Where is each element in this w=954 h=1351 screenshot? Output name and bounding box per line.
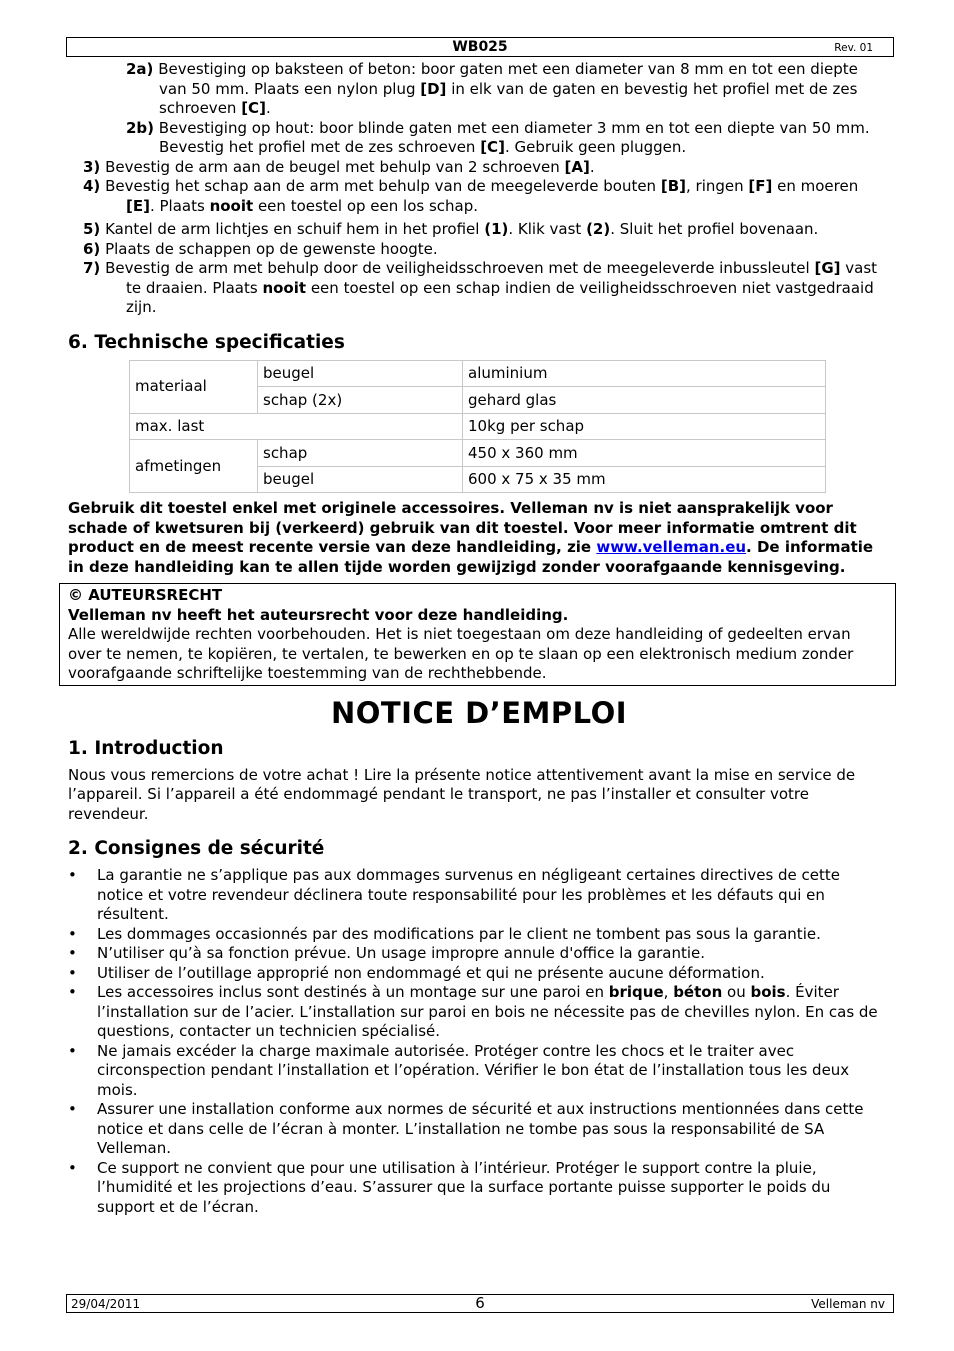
velleman-link[interactable]: www.velleman.eu xyxy=(596,538,747,556)
list-item: • Ne jamais excéder la charge maximale autorisée. Protéger contre les chocs et le traiter avec circonspection pendant l’installation et l’opération. Vérifier le bon état de l’installation tous les deux mois. xyxy=(68,1042,890,1101)
step-2b: 2b) Bevestiging op hout: boor blinde gaten met een diameter 3 mm en tot een diepte van 50 mm. Bevestig het profiel met de zes schroeven [C]. Gebruik geen pluggen. xyxy=(126,118,870,156)
spec-sublabel: beugel xyxy=(258,360,463,387)
spec-label: max. last xyxy=(130,413,463,440)
page-number: 6 xyxy=(475,1294,485,1312)
specs-table xyxy=(129,360,826,494)
intro-heading: 1. Introduction xyxy=(68,737,224,759)
spec-value: 450 x 360 mm xyxy=(463,440,826,467)
safety-list xyxy=(68,866,890,1217)
copyright-title: © AUTEURSRECHT xyxy=(68,586,223,604)
spec-sublabel: beugel xyxy=(258,466,463,493)
safety-heading: 2. Consignes de sécurité xyxy=(68,838,325,859)
table-row xyxy=(130,360,826,387)
spec-value: aluminium xyxy=(463,360,826,387)
step-5: 5) Kantel de arm lichtjes en schuif hem in het profiel (1). Klik vast (2). Sluit het profiel bovenaan. xyxy=(83,220,819,238)
table-row xyxy=(130,413,826,440)
page-content xyxy=(68,60,890,1217)
spec-value: gehard glas xyxy=(463,387,826,414)
spec-sublabel: schap xyxy=(258,440,463,467)
list-item: • La garantie ne s’applique pas aux dommages survenus en négligeant certaines directives de cette notice et votre revendeur déclinera toute responsabilité pour les problèmes et les défauts qui en résultent. xyxy=(68,866,890,925)
spec-value: 600 x 75 x 35 mm xyxy=(463,466,826,493)
revision-label: Rev. 01 xyxy=(834,42,873,54)
footer-brand: Velleman nv xyxy=(811,1297,885,1311)
step-3: 3) Bevestig de arm aan de beugel met behulp van 2 schroeven [A]. xyxy=(83,157,595,176)
specs-heading: 6. Technische specificaties xyxy=(68,331,345,353)
list-item: • Assurer une installation conforme aux normes de sécurité et aux instructions mentionnées dans cette notice et dans celle de l’écran à monter. L’installation ne tombe pas sous la responsabilité de SA Velleman. xyxy=(68,1100,890,1159)
spec-sublabel: schap (2x) xyxy=(258,387,463,414)
step-6: 6) Plaats de schappen op de gewenste hoogte. xyxy=(83,239,438,258)
copyright-subtitle: Velleman nv heeft het auteursrecht voor deze handleiding. xyxy=(68,605,569,624)
copyright-body: Alle wereldwijde rechten voorbehouden. Het is niet toegestaan om deze handleiding of gedeelten ervan over te nemen, te kopiëren, te vertalen, te bewerken en op te slaan op een elektronisch medium zonder voorafgaande schriftelijke toestemming van de rechthebbende. xyxy=(68,625,854,682)
list-item: • N’utiliser qu’à sa fonction prévue. Un usage impropre annule d'office la garantie. xyxy=(68,944,890,964)
spec-value: 10kg per schap xyxy=(463,413,826,440)
intro-text: Nous vous remercions de votre achat ! Lire la présente notice attentivement avant la mise en service de l’appareil. Si l’appareil a été endommagé pendant le transport, ne pas l’installer et consulter votre revendeur. xyxy=(68,765,856,823)
french-title: NOTICE D’EMPLOI xyxy=(330,695,628,730)
spec-label: afmetingen xyxy=(130,440,258,493)
list-item: • Ce support ne convient que pour une utilisation à l’intérieur. Protéger le support contre la pluie, l’humidité et les projections d’eau. S’assurer que la surface portante puisse supporter le poids du support et de l’écran. xyxy=(68,1159,890,1218)
list-item: • Les accessoires inclus sont destinés à un montage sur une paroi en brique, béton ou bois. Éviter l’installation sur de l’acier. L’installation sur paroi en bois ne nécessite pas de chevilles nylon. En cas de questions, contacter un technicien spécialisé. xyxy=(68,983,890,1042)
table-row xyxy=(130,440,826,467)
step-4: 4) Bevestig het schap aan de arm met behulp van de meegeleverde bouten [B], ringen [F] en moeren [E]. Plaats nooit een toestel op een los schap. xyxy=(83,177,859,215)
list-item: • Les dommages occasionnés par des modifications par le client ne tombent pas sous la garantie. xyxy=(68,925,890,945)
list-item: • Utiliser de l’outillage approprié non endommagé et qui ne présente aucune déformation. xyxy=(68,964,890,984)
footer-date: 29/04/2011 xyxy=(71,1297,141,1311)
model-number: WB025 xyxy=(452,39,508,55)
step-2a: 2a) Bevestiging op baksteen of beton: boor gaten met een diameter van 8 mm en tot een diepte van 50 mm. Plaats een nylon plug [D] in elk van de gaten en bevestig het profiel met de zes schroeven [C]. xyxy=(126,60,858,117)
page-header xyxy=(66,37,894,57)
step-7: 7) Bevestig de arm met behulp door de veiligheidsschroeven met de meegeleverde inbussleutel [G] vast te draaien. Plaats nooit een toestel op een schap indien de veiligheidsschroeven niet vastgedraaid zijn. xyxy=(83,259,878,316)
spec-label: materiaal xyxy=(130,360,258,413)
page-footer xyxy=(66,1294,894,1313)
disclaimer: Gebruik dit toestel enkel met originele accessoires. Velleman nv is niet aansprakelijk voor schade of kwetsuren bij (verkeerd) gebruik van dit toestel. Voor meer informatie omtrent dit product en de meest recente versie van deze handleiding, zie www.velleman.eu. De informatie in deze handleiding kan te allen tijde worden gewijzigd zonder voorafgaande kennisgeving. xyxy=(68,499,874,576)
copyright-box xyxy=(59,583,896,686)
